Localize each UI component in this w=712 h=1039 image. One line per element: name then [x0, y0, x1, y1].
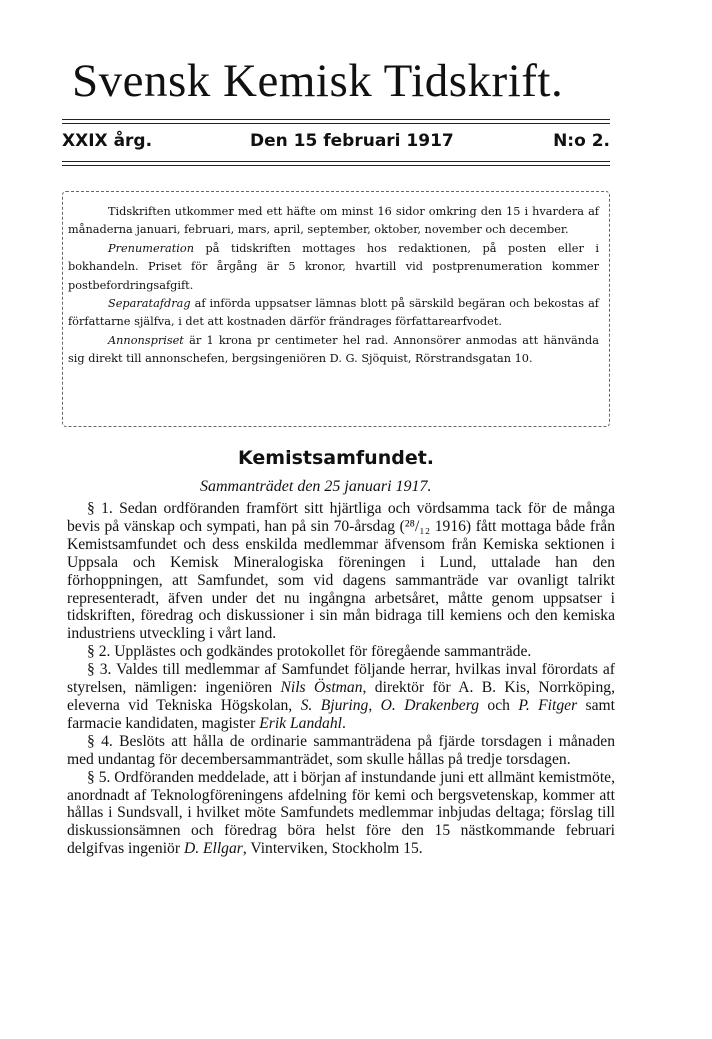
paragraph-section-4: § 4. Beslöts att hålla de ordinarie sammanträdena på fjärde torsdagen i månaden med undantag för decembersammanträdet, som skulle hållas på tredje torsdagen.: [67, 732, 615, 768]
volume-label: XXIX årg.: [62, 131, 153, 151]
person-name: S. Bjuring: [300, 696, 369, 714]
notice-paragraph: Tidskriften utkommer med ett häfte om minst 16 sidor omkring den 15 i hvardera af månaderna januari, februari, mars, april, september, oktober, november och december.: [68, 205, 599, 237]
person-name: Nils Östman: [280, 679, 363, 697]
divider: [62, 161, 610, 162]
person-name: D. Ellgar: [183, 840, 243, 858]
paragraph-section-3: § 3. Valdes till medlemmar af Samfundet följande herrar, hvilkas inval förordats af styrelsen, nämligen: ingeniören Nils Östman, direktör för A. B. Kis, Norrköping, eleverna vid Tekniska Högskolan, S. Bjuring, O. Drakenberg och P. Fitger samt farmacie kandidaten, magister Erik Landahl.: [67, 661, 615, 732]
paragraph-section-5: § 5. Ordföranden meddelade, att i början af instundande juni ett allmänt kemistmöte, anordnadt af Teknologföreningens afdelning för kemi och bergsvetenskap, kommer att hållas i Sundsvall, i hvilket möte Samfundets medlemmar inbjudas deltaga; förslag till diskussionsämnen och föredrag böra helst före den 15 nästkommande februari delgifvas ingeniör D. Ellgar, Vinterviken, Stockholm 15.: [67, 768, 615, 858]
notice-paragraph: Annonspriset är 1 krona pr centimeter hel rad. Annonsörer anmodas att hänvända sig direkt till annonschefen, bergsingeniören D. G. Sjöquist, Rörstrandsgatan 10.: [68, 333, 599, 366]
issue-line: [62, 131, 610, 155]
notice-label: Separatafdrag: [108, 297, 191, 311]
notice-paragraph: Prenumeration på tidskriften mottages hos redaktionen, på posten eller i bokhandeln. Priset för årgång är 5 kronor, hvartill vid postprenumeration kommer postbefordringsafgift.: [68, 241, 599, 292]
notice-paragraph: Separatafdrag af införda uppsatser lämnas blott på särskild begäran och bekostas af författarne själfva, i det att kostnaden därför frändrages författarearfvodet.: [68, 297, 599, 329]
issue-date: Den 15 februari 1917: [250, 131, 454, 151]
divider: [62, 123, 610, 124]
subscription-notice: [62, 191, 610, 427]
paragraph-section-2: § 2. Upplästes och godkändes protokollet för föregående sammanträde.: [87, 643, 532, 661]
divider: [62, 119, 610, 120]
article-subtitle: Sammanträdet den 25 januari 1917.: [200, 478, 432, 495]
person-name: P. Fitger: [518, 696, 578, 714]
article-body: [67, 500, 615, 858]
person-name: O. Drakenberg: [380, 696, 480, 714]
issue-number: N:o 2.: [553, 131, 610, 151]
journal-masthead: Svensk Kemisk Tidskrift.: [72, 55, 564, 107]
article-title: Kemistsamfundet.: [238, 447, 435, 469]
person-name: Erik Landahl: [259, 714, 342, 732]
paragraph-section-1: § 1. Sedan ordföranden framfört sitt hjärtliga och vördsamma tack för de många bevis på vänskap och sympati, han på sin 70-årsdag (²⁸/₁₂ 1916) fått mottaga både från Kemistsamfundet och dess enskilda medlemmar äfvensom från Kemiska sektionen i Uppsala och Kemisk Mineralogiska föreningen i Lund, uttalade han den förhoppningen, att Samfundet, som vid dagens sammanträde var ovanligt talrikt representeradt, äfven under det nu ingångna arbetsåret, måtte genom uppsatser i tidskriften, föredrag och diskussioner i sin mån bidraga till kemiens och den kemiska industriens utveckling i vårt land.: [67, 500, 615, 643]
notice-label: Annonspriset: [108, 333, 184, 347]
divider: [62, 165, 610, 166]
notice-label: Prenumeration: [108, 241, 195, 255]
